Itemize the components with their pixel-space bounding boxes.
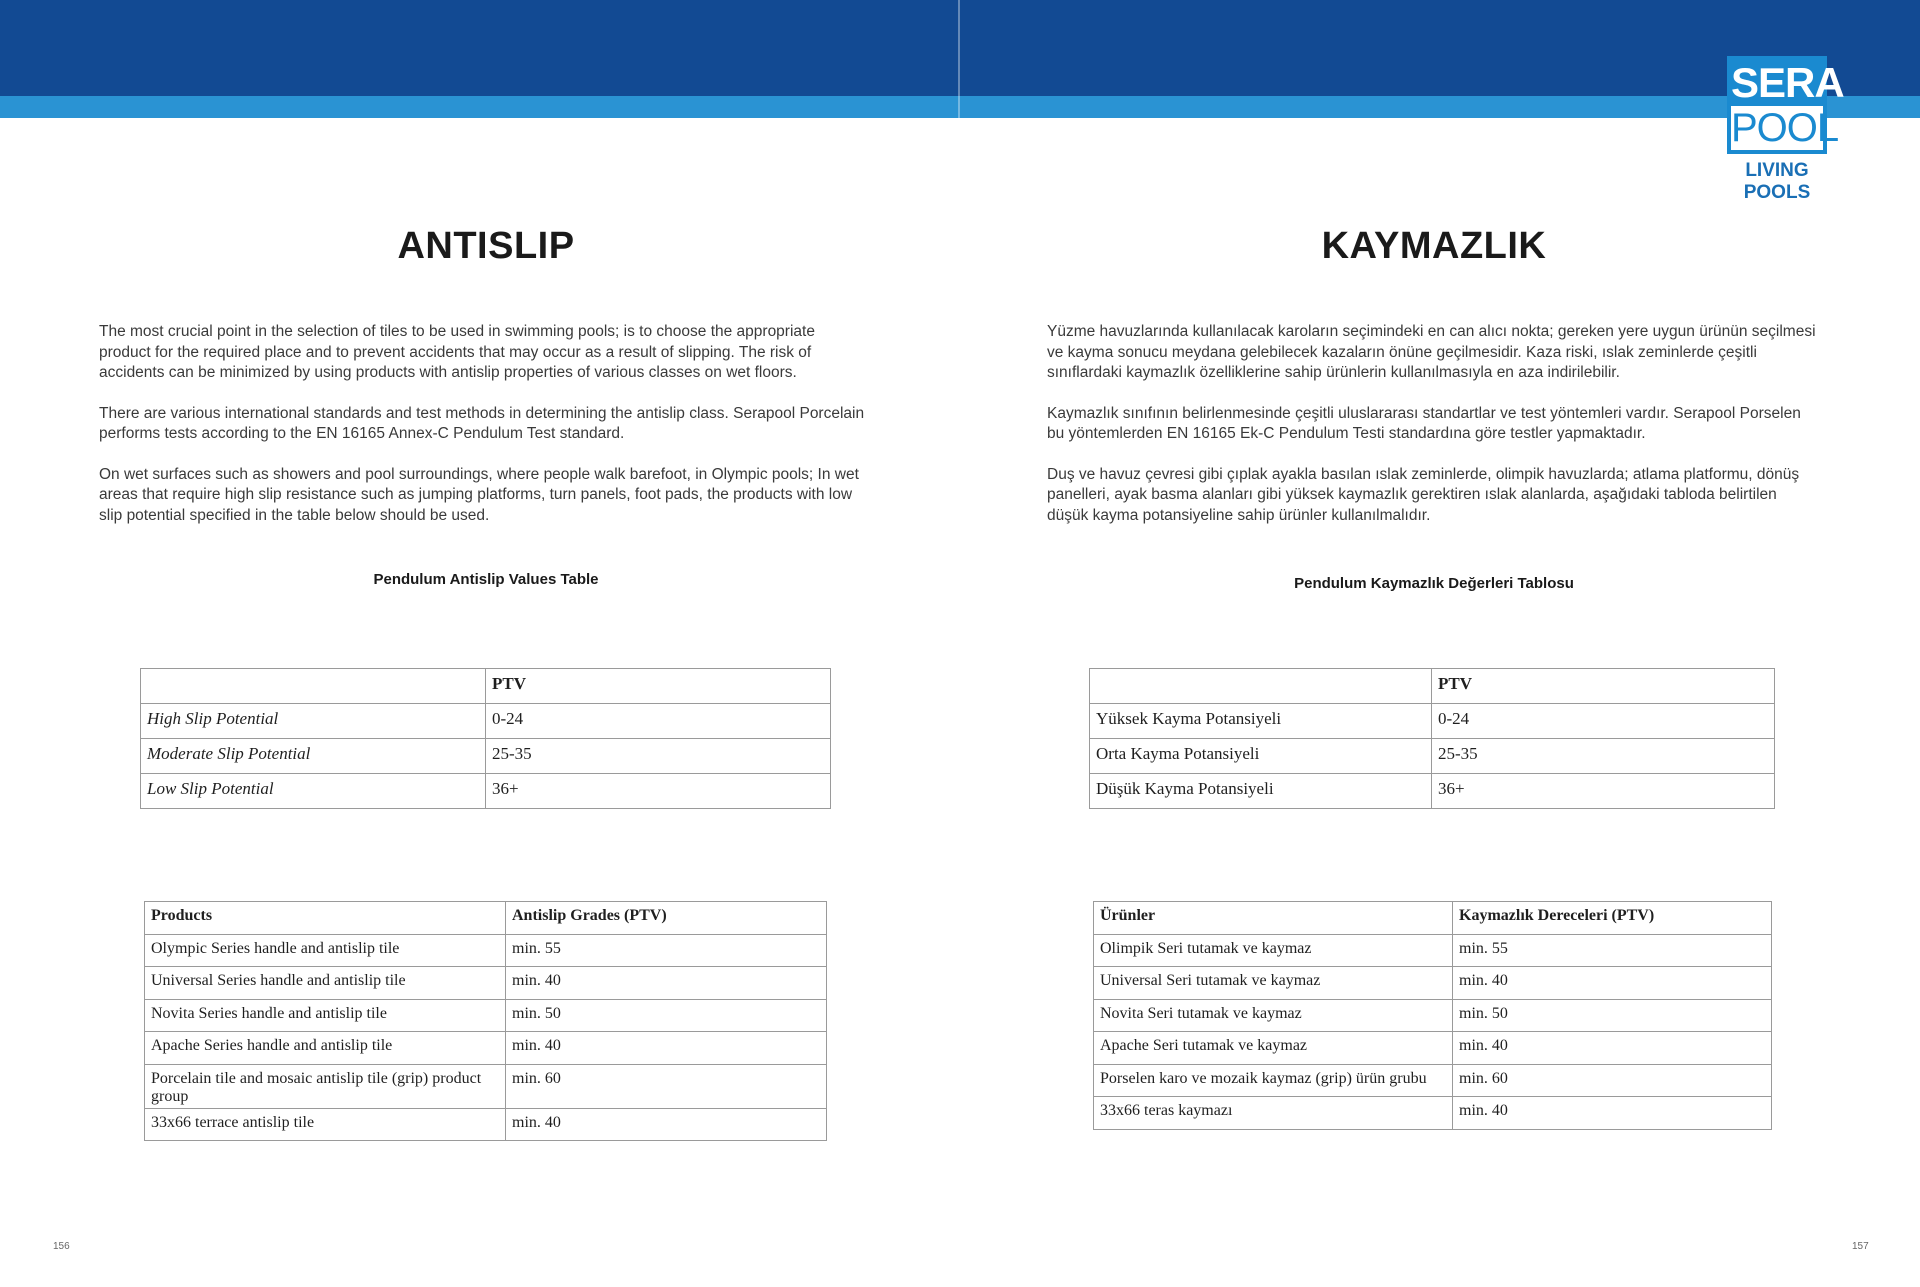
table-cell: Novita Series handle and antislip tile: [145, 999, 506, 1032]
table-cell: min. 50: [1453, 999, 1772, 1032]
table-row: [145, 999, 827, 1032]
table-cell: 33x66 terrace antislip tile: [145, 1108, 506, 1141]
logo-frame: [1727, 56, 1844, 154]
left-page-title: ANTISLIP: [397, 225, 575, 267]
table-cell: min. 55: [506, 934, 827, 967]
table-cell: Yüksek Kayma Potansiyeli: [1090, 704, 1432, 739]
table-cell: min. 40: [1453, 967, 1772, 1000]
left-ptv-table: [140, 668, 831, 809]
table-cell: min. 50: [506, 999, 827, 1032]
logo-pool-text: POOL: [1731, 106, 1839, 150]
table-cell: 36+: [486, 774, 831, 809]
right-table-caption: Pendulum Kaymazlık Değerleri Tablosu: [1294, 575, 1574, 592]
table-row: [1094, 1032, 1772, 1065]
table-cell: 36+: [1432, 774, 1775, 809]
table-header-cell: Ürünler: [1094, 902, 1453, 935]
left-paragraph-2: There are various international standards and test methods in determining the antislip class. Serapool Porcelain performs tests according to the EN 16165 Annex-C Pendulum Test standard.: [99, 404, 865, 442]
table-cell: Olimpik Seri tutamak ve kaymaz: [1094, 934, 1453, 967]
table-row: [141, 704, 831, 739]
table-cell: Low Slip Potential: [141, 774, 486, 809]
left-products-table: [144, 901, 827, 1141]
right-ptv-table: [1089, 668, 1775, 809]
right-page-number: 157: [1852, 1241, 1869, 1252]
header-band-dark: [0, 0, 1920, 96]
table-cell: High Slip Potential: [141, 704, 486, 739]
table-cell: min. 40: [506, 967, 827, 1000]
table-cell: 0-24: [1432, 704, 1775, 739]
table-cell: min. 40: [1453, 1097, 1772, 1130]
table-row: [1090, 739, 1775, 774]
right-intro-text: [1047, 322, 1817, 546]
table-cell: Universal Seri tutamak ve kaymaz: [1094, 967, 1453, 1000]
table-cell: min. 40: [506, 1032, 827, 1065]
table-cell: Orta Kayma Potansiyeli: [1090, 739, 1432, 774]
table-header-cell: Kaymazlık Dereceleri (PTV): [1453, 902, 1772, 935]
left-page-number: 156: [53, 1241, 70, 1252]
table-header-cell: Products: [145, 902, 506, 935]
table-cell: Porcelain tile and mosaic antislip tile (grip) product group: [145, 1064, 506, 1108]
left-intro-text: [99, 322, 865, 546]
table-row: [145, 1108, 827, 1141]
table-row: [145, 1064, 827, 1108]
table-cell: Novita Seri tutamak ve kaymaz: [1094, 999, 1453, 1032]
table-cell: 25-35: [486, 739, 831, 774]
table-header-cell: [1090, 669, 1432, 704]
table-row: [1094, 934, 1772, 967]
table-cell: 25-35: [1432, 739, 1775, 774]
serapool-logo: [1727, 56, 1844, 203]
right-paragraph-1: Yüzme havuzlarında kullanılacak karoların seçimindeki en can alıcı nokta; gereken yere uygun ürünün seçilmesi ve kayma sonucu meydana gelebilecek kazaların önüne geçilmesidir. Kaza riski, ıslak zeminlerde çeşitli sınıflardaki kaymazlık özelliklerine sahip ürünlerin kullanılmasıyla en aza indirilebilir.: [1047, 323, 1816, 381]
table-cell: min. 60: [1453, 1064, 1772, 1097]
left-paragraph-1: The most crucial point in the selection of tiles to be used in swimming pools; is to choose the appropriate product for the required place and to prevent accidents that may occur as a result of slipping. The risk of accidents can be minimized by using products with antislip properties of various classes on wet floors.: [99, 323, 815, 381]
table-cell: Apache Seri tutamak ve kaymaz: [1094, 1032, 1453, 1065]
logo-tagline: LIVING POOLS: [1743, 160, 1811, 203]
table-cell: 0-24: [486, 704, 831, 739]
logo-sera-text: SERA: [1731, 59, 1844, 106]
table-row: [1090, 774, 1775, 809]
left-table-caption: Pendulum Antislip Values Table: [373, 571, 599, 588]
table-row: [145, 1032, 827, 1065]
table-row: [141, 774, 831, 809]
left-paragraph-3: On wet surfaces such as showers and pool surroundings, where people walk barefoot, in Olympic pools; In wet areas that require high slip resistance such as jumping platforms, turn panels, foot pads, the products with low slip potential specified in the table below should be used.: [99, 465, 859, 524]
table-row: [1094, 967, 1772, 1000]
table-header-cell: PTV: [1432, 669, 1775, 704]
header-band-light: [0, 96, 1920, 118]
table-cell: min. 40: [506, 1108, 827, 1141]
table-header-row: [145, 902, 827, 935]
table-cell: 33x66 teras kaymazı: [1094, 1097, 1453, 1130]
table-cell: Düşük Kayma Potansiyeli: [1090, 774, 1432, 809]
table-cell: Porselen karo ve mozaik kaymaz (grip) ürün grubu: [1094, 1064, 1453, 1097]
table-row: [141, 739, 831, 774]
table-header-cell: Antislip Grades (PTV): [506, 902, 827, 935]
table-cell: min. 60: [506, 1064, 827, 1108]
table-row: [1090, 704, 1775, 739]
table-row: [145, 967, 827, 1000]
table-cell: Universal Series handle and antislip tile: [145, 967, 506, 1000]
table-row: [1094, 1097, 1772, 1130]
right-paragraph-3: Duş ve havuz çevresi gibi çıplak ayakla basılan ıslak zeminlerde, olimpik havuzlarda; atlama platformu, dönüş panelleri, ayak basma alanları gibi yüksek kaymazlık gerektiren ıslak alanlarda, aşağıdaki tabloda belirtilen düşük kayma potansiyeline sahip ürünler kullanılmalıdır.: [1047, 465, 1800, 524]
right-paragraph-2: Kaymazlık sınıfının belirlenmesinde çeşitli uluslararası standartlar ve test yöntemleri vardır. Serapool Porselen bu yöntemlerden EN 16165 Ek-C Pendulum Testi standardına göre testler yapmaktadır.: [1047, 404, 1801, 442]
table-cell: Moderate Slip Potential: [141, 739, 486, 774]
table-cell: min. 55: [1453, 934, 1772, 967]
table-header-row: [141, 669, 831, 704]
table-row: [1094, 1064, 1772, 1097]
table-header-cell: PTV: [486, 669, 831, 704]
table-header-row: [1090, 669, 1775, 704]
table-cell: Olympic Series handle and antislip tile: [145, 934, 506, 967]
table-cell: Apache Series handle and antislip tile: [145, 1032, 506, 1065]
table-row: [145, 934, 827, 967]
table-header-row: [1094, 902, 1772, 935]
table-header-cell: [141, 669, 486, 704]
table-row: [1094, 999, 1772, 1032]
page-spine-divider: [958, 0, 960, 118]
right-products-table: [1093, 901, 1772, 1130]
right-page-title: KAYMAZLIK: [1321, 225, 1547, 267]
table-cell: min. 40: [1453, 1032, 1772, 1065]
